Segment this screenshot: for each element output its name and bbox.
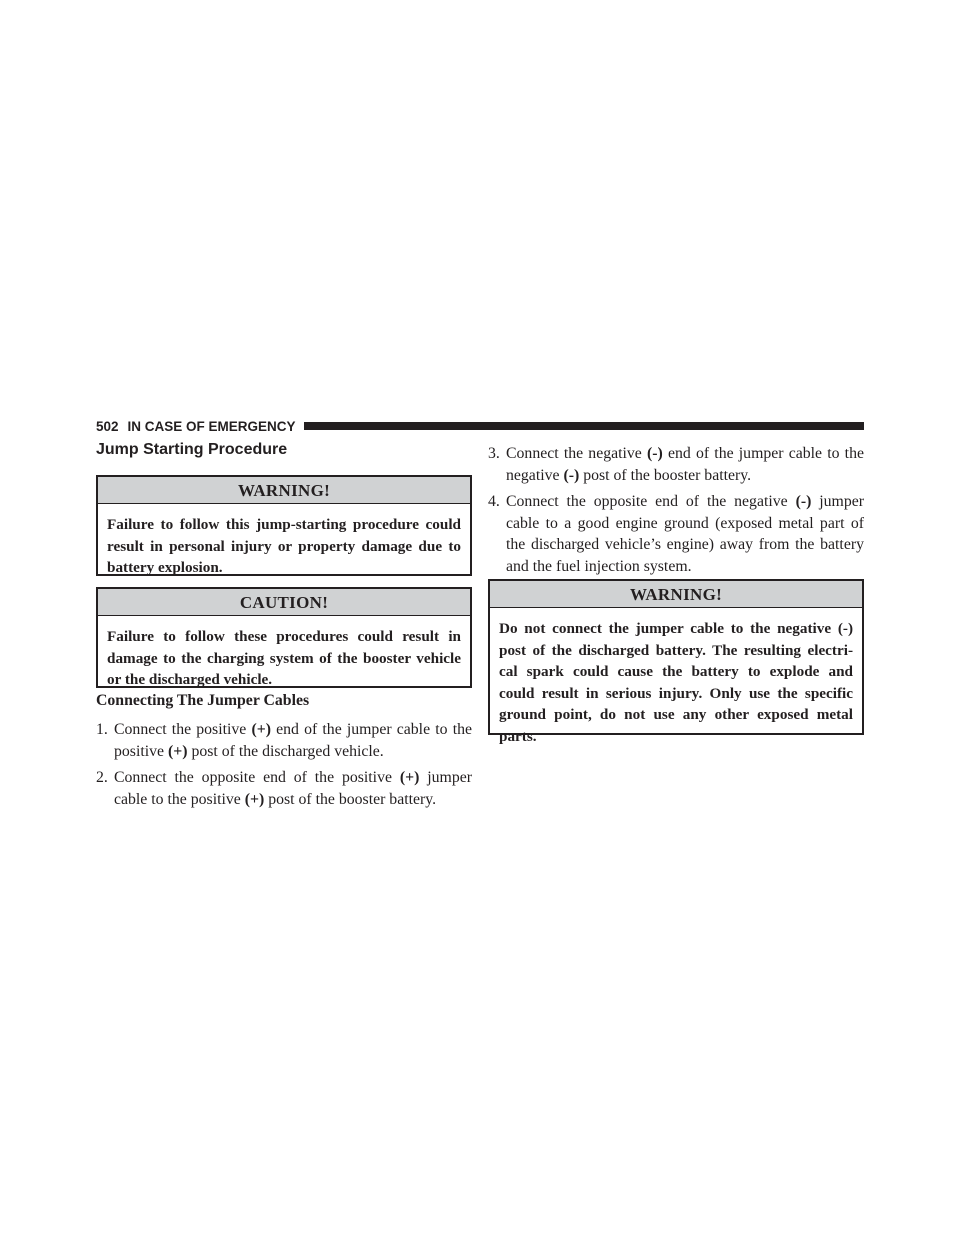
- step-text: Connect the negative: [506, 445, 647, 462]
- warning-line: post of the discharged battery. The resulting electri-: [499, 641, 853, 659]
- step-text: jumper: [419, 769, 472, 786]
- polarity-symbol: (+): [399, 769, 420, 786]
- step-1: [96, 719, 472, 762]
- page-number: 502: [96, 418, 119, 434]
- step-line: [96, 767, 472, 789]
- warning-line: cal spark could cause the battery to explode and: [499, 663, 853, 680]
- warning-line: parts.: [499, 727, 537, 745]
- step-text: post of the booster battery.: [264, 790, 437, 808]
- subheading: Connecting The Jumper Cables: [96, 692, 310, 709]
- step-text: post of the discharged vehicle.: [187, 742, 384, 760]
- warning-box-left: [96, 475, 472, 576]
- step-text: Connect the opposite end of the negative: [506, 493, 796, 510]
- step-number: 2.: [96, 769, 108, 786]
- step-line: cable to a good engine ground (exposed metal part of: [506, 514, 864, 532]
- step-number: 4.: [488, 493, 500, 510]
- step-4: [488, 491, 864, 577]
- step-number: 3.: [488, 445, 500, 462]
- caution-title: CAUTION!: [98, 589, 470, 616]
- warning-line: could result in serious injury. Only use the specific: [499, 684, 853, 702]
- step-text: jumper: [811, 493, 865, 510]
- section-heading: Jump Starting Procedure: [96, 441, 288, 458]
- warning-text: [490, 608, 862, 747]
- polarity-symbol: (-): [563, 466, 580, 484]
- warning-line: Failure to follow this jump-starting procedure could: [107, 516, 461, 533]
- polarity-symbol: (+): [167, 742, 188, 760]
- polarity-symbol: (+): [251, 721, 271, 738]
- polarity-symbol: (-): [647, 445, 663, 462]
- warning-line: battery explosion.: [107, 559, 223, 576]
- step-line: [488, 465, 864, 487]
- step-text: end of the jumper cable to the: [270, 721, 472, 738]
- warning-text: [98, 504, 470, 579]
- step-text: cable to the positive: [114, 790, 245, 808]
- step-3: [488, 443, 864, 486]
- caution-line: damage to the charging system of the booster vehicle: [107, 649, 461, 667]
- warning-title: WARNING!: [490, 581, 862, 608]
- warning-line: ground point, do not use any other exposed metal: [499, 706, 853, 723]
- step-2: [96, 767, 472, 810]
- warning-title: WARNING!: [98, 477, 470, 504]
- warning-line: result in personal injury or property damage due to: [107, 537, 461, 555]
- warning-line: Do not connect the jumper cable to the negative (-): [499, 620, 853, 637]
- caution-text: [98, 616, 470, 691]
- step-text: Connect the opposite end of the positive: [114, 769, 400, 786]
- step-line: [488, 491, 864, 513]
- step-text: post of the booster battery.: [579, 466, 752, 484]
- section-title: IN CASE OF EMERGENCY: [127, 418, 296, 434]
- running-header: [96, 418, 864, 434]
- step-number: 1.: [96, 721, 108, 738]
- polarity-symbol: (-): [795, 493, 812, 510]
- caution-box: [96, 587, 472, 688]
- step-line: [96, 741, 472, 763]
- polarity-symbol: (+): [244, 790, 265, 808]
- step-line: [96, 789, 472, 811]
- step-text: end of the jumper cable to the: [662, 445, 864, 462]
- step-line: and the fuel injection system.: [506, 557, 692, 575]
- step-text: negative: [506, 466, 564, 484]
- step-line: [488, 443, 864, 465]
- header-rule: [304, 422, 864, 430]
- caution-line: or the discharged vehicle.: [107, 671, 273, 688]
- step-text: Connect the positive: [114, 721, 252, 738]
- step-text: positive: [114, 742, 168, 760]
- step-line: [96, 719, 472, 741]
- caution-line: Failure to follow these procedures could result in: [107, 628, 461, 645]
- step-line: the discharged vehicle’s engine) away from the battery: [506, 536, 864, 553]
- warning-box-right: [488, 579, 864, 745]
